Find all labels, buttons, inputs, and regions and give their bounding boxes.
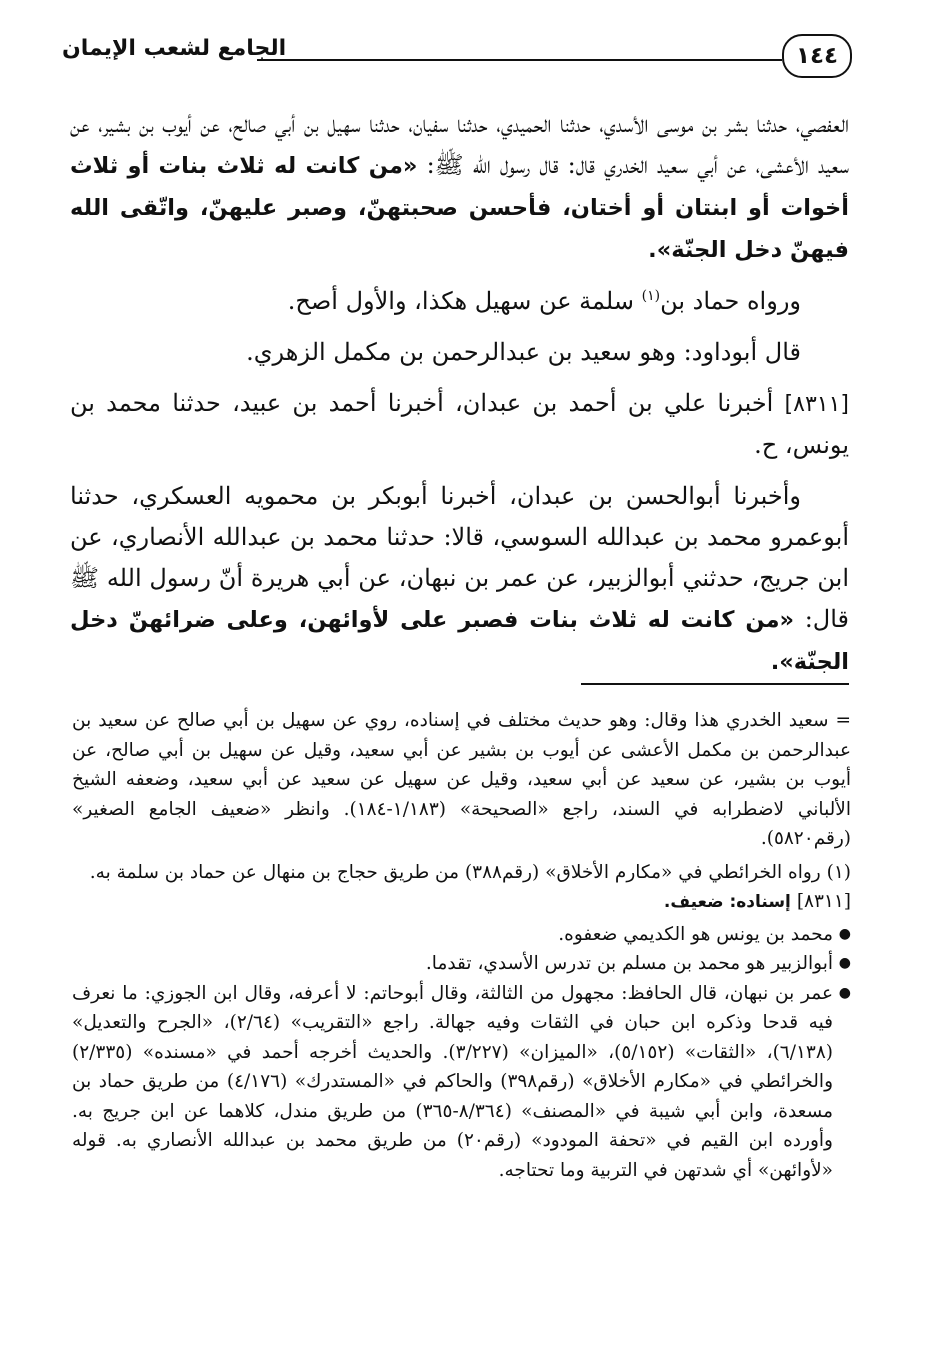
isnad-text: أخبرنا علي بن أحمد بن عبدان، أخبرنا أحمد بن عبيد، حدثنا محمد بن يونس، ح.: [70, 389, 849, 459]
isnad-grade: [72, 887, 851, 918]
bullet-icon: ●: [838, 955, 851, 971]
page-number: ١٤٤: [782, 34, 852, 78]
list-item: [72, 920, 851, 950]
list-item: [72, 949, 851, 979]
isnad-grade-label: إسناده: ضعيف.: [663, 892, 797, 912]
hadith-text: «من كانت له ثلاث بنات فصبر على لأوائهن، وعلى ضرائهنّ دخل الجنّة».: [70, 607, 849, 675]
list-item-text: أبوالزبير هو محمد بن مسلم بن تدرس الأسدي، تقدما.: [425, 953, 833, 974]
hammad-text-end: سلمة عن سهيل هكذا، والأول أصح.: [287, 287, 642, 315]
bullet-icon: ●: [838, 925, 851, 942]
isnad-text: وأخبرنا أبوالحسن بن عبدان، أخبرنا أبوبكر بن محمويه العسكري، حدثنا أبوعمرو محمد بن عبدالله السوسي، قالا: حدثنا محمد بن عبدالله الأنصاري، عن ابن جريج، حدثني أبوالزبير، عن عمر بن نبهان، عن أبي هريرة أنّ رسول الله ﷺ قال:: [70, 482, 850, 633]
book-title: الجامع لشعب الإيمان: [62, 36, 287, 61]
list-item-text: محمد بن يونس هو الكديمي ضعفوه.: [558, 923, 833, 945]
paragraph-hammad: [70, 281, 849, 322]
list-item: [72, 979, 851, 1186]
bullet-icon: ●: [838, 984, 851, 1001]
paragraph-abudawud: [70, 332, 849, 373]
isnad-hadith-number: [٨٣١١]: [796, 891, 851, 912]
paragraph-isnad-2: [70, 476, 849, 683]
header-rule: [257, 59, 782, 61]
main-text: [70, 104, 849, 683]
isnad-text: العفصي، حدثنا بشر بن موسى الأسدي، حدثنا الحميدي، حدثنا سفيان، حدثنا سهيل بن أبي صالح، عن أيوب بن بشير، عن سعيد الأعشى، عن أبي سعيد الخدري قال: قال رسول الله ﷺ:: [70, 110, 850, 179]
narrator-notes: [72, 920, 851, 1186]
list-item-text: عمر بن نبهان، قال الحافظ: مجهول من الثالثة، وقال أبوحاتم: لا أعرفه، وقال ابن الجوزي: ما نعرف فيه قدحا وذكره ابن حبان في الثقات وفيه جهالة. راجع «التقريب» (٢/٦٤)، «الجرح والتعديل» (٦/١٣٨)، «الثقات» (٥/١٥٢)، «الميزان» (٣/٢٢٧). والحديث أخرجه أحمد في «مسنده» (٢/٣٣٥) والخرائطي في «مكارم الأخلاق» (رقم٣٩٨) والحاكم في «المستدرك» (٤/١٧٦) من طريق حماد بن مسعدة، وابن أبي شيبة في «المصنف» (٨/٣٦٤-٣٦٥) من طريق مندل، كلاهما عن ابن جريج به. وأورده ابن القيم في «تحفة المودود» (رقم٢٠) من طريق محمد بن عبدالله الأنصاري به. قوله «لأوائهن» أي شدتهن في التربية وما تحتاجه.: [72, 982, 834, 1181]
footnotes: [72, 706, 851, 1185]
hadith-number: [٨٣١١]: [784, 392, 849, 417]
footnote-marker: (١): [641, 288, 661, 304]
hammad-text-start: ورواه حماد بن: [660, 287, 801, 315]
footnote-separator: [581, 683, 849, 685]
abudawud-text: قال أبوداود: وهو سعيد بن عبدالرحمن بن مكمل الزهري.: [246, 338, 801, 366]
hadith-text: «من كانت له ثلاث بنات أو ثلاث أخوات أو ابنتان أو أختان، فأحسن صحبتهنّ، وصبر عليهنّ، واتّقى الله فيهنّ دخل الجنّة».: [70, 153, 849, 263]
footnote-1: (١) رواه الخرائطي في «مكارم الأخلاق» (رقم٣٨٨) من طريق حجاج بن منهال عن حماد بن سلمة به.: [89, 861, 851, 883]
running-header: [62, 34, 852, 90]
paragraph-hadith-8311: [70, 383, 849, 466]
paragraph-isnad-1: [70, 104, 849, 271]
footnote-continuation: = سعيد الخدري هذا وقال: وهو حديث مختلف في إسناده، روي عن سهيل بن أبي صالح عن سعيد بن عبدالرحمن بن مكمل الأعشى عن أيوب بن بشير عن أبي سعيد، وقيل عن سهيل بن أبي صالح، عن أيوب بن بشير، عن سعيد عن أبي سعيد، وقيل عن سهيل عن سعيد عن أبي سعيد، وضعفه الشيخ الألباني لاضطرابه في السند، راجع «الصحيحة» (١/١٨٣-١٨٤). وانظر «ضعيف الجامع الصغير» (رقم٥٨٢٠).: [72, 710, 851, 849]
